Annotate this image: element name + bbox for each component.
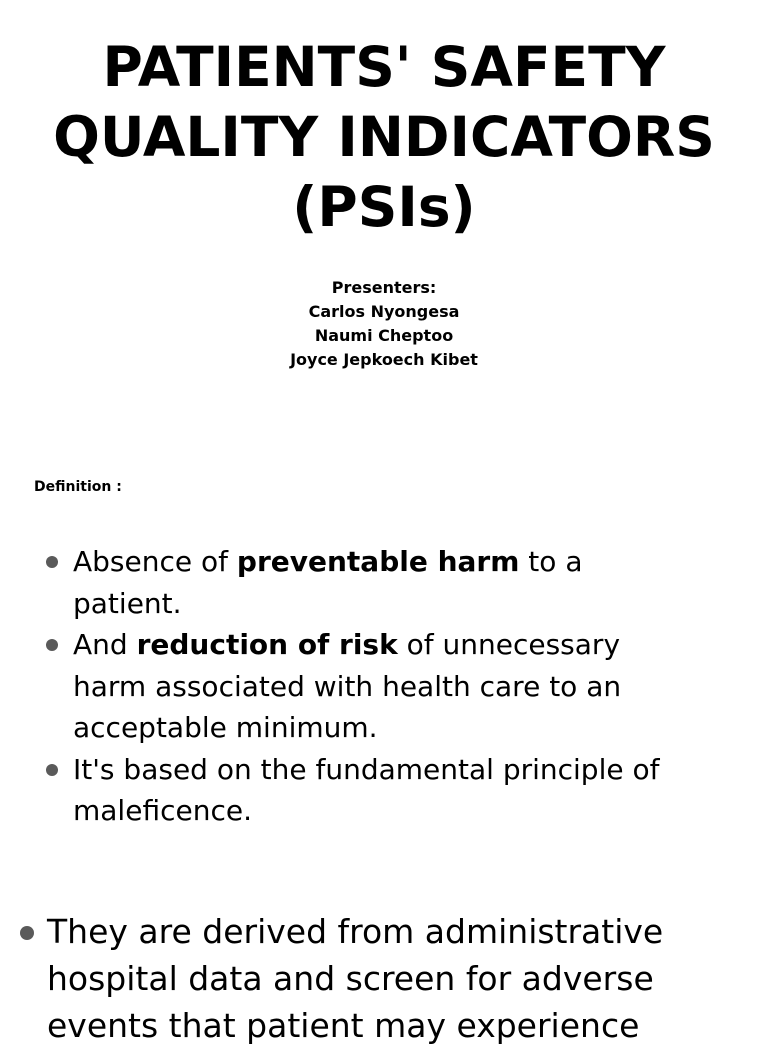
slide-title: [0, 32, 768, 242]
bullet-line: They are derived from administrative: [47, 912, 664, 951]
definition-bullet: [44, 749, 744, 832]
bullet-line: Absence of preventable harm to a: [73, 545, 583, 578]
bullet-dot-icon: [46, 556, 58, 568]
derivation-bullet: [18, 908, 758, 1049]
bullet-line: maleficence.: [73, 794, 252, 827]
derivation-bullet-list: [18, 908, 758, 1049]
definition-bullet: [44, 541, 744, 624]
definition-label: Definition :: [34, 479, 122, 495]
bold-term: preventable harm: [236, 545, 520, 578]
bullet-line: acceptable minimum.: [73, 711, 378, 744]
bullet-dot-icon: [46, 764, 58, 776]
title-line-3: (PSIs): [292, 175, 476, 239]
presenter-name: Naumi Cheptoo: [314, 326, 454, 345]
bullet-line: patient.: [73, 586, 182, 620]
bullet-line: hospital data and screen for adverse: [47, 959, 654, 998]
bullet-dot-icon: [20, 926, 34, 940]
bullet-line: It's based on the fundamental principle of: [73, 752, 660, 786]
title-line-2: QUALITY INDICATORS: [53, 105, 715, 169]
bullet-line: harm associated with health care to an: [73, 669, 622, 703]
bold-term: reduction of risk: [136, 628, 398, 661]
bullet-line: events that patient may experience: [47, 1006, 640, 1045]
title-line-1: PATIENTS' SAFETY: [102, 35, 666, 99]
bullet-line: And reduction of risk of unnecessary: [73, 628, 621, 661]
definition-bullet-list: [44, 541, 744, 832]
presenter-name: Joyce Jepkoech Kibet: [290, 350, 478, 369]
presenters-heading: Presenters:: [331, 278, 437, 297]
bullet-dot-icon: [46, 639, 58, 651]
presenter-name: Carlos Nyongesa: [308, 302, 460, 321]
presenters-block: [0, 276, 768, 372]
definition-bullet: [44, 624, 744, 749]
